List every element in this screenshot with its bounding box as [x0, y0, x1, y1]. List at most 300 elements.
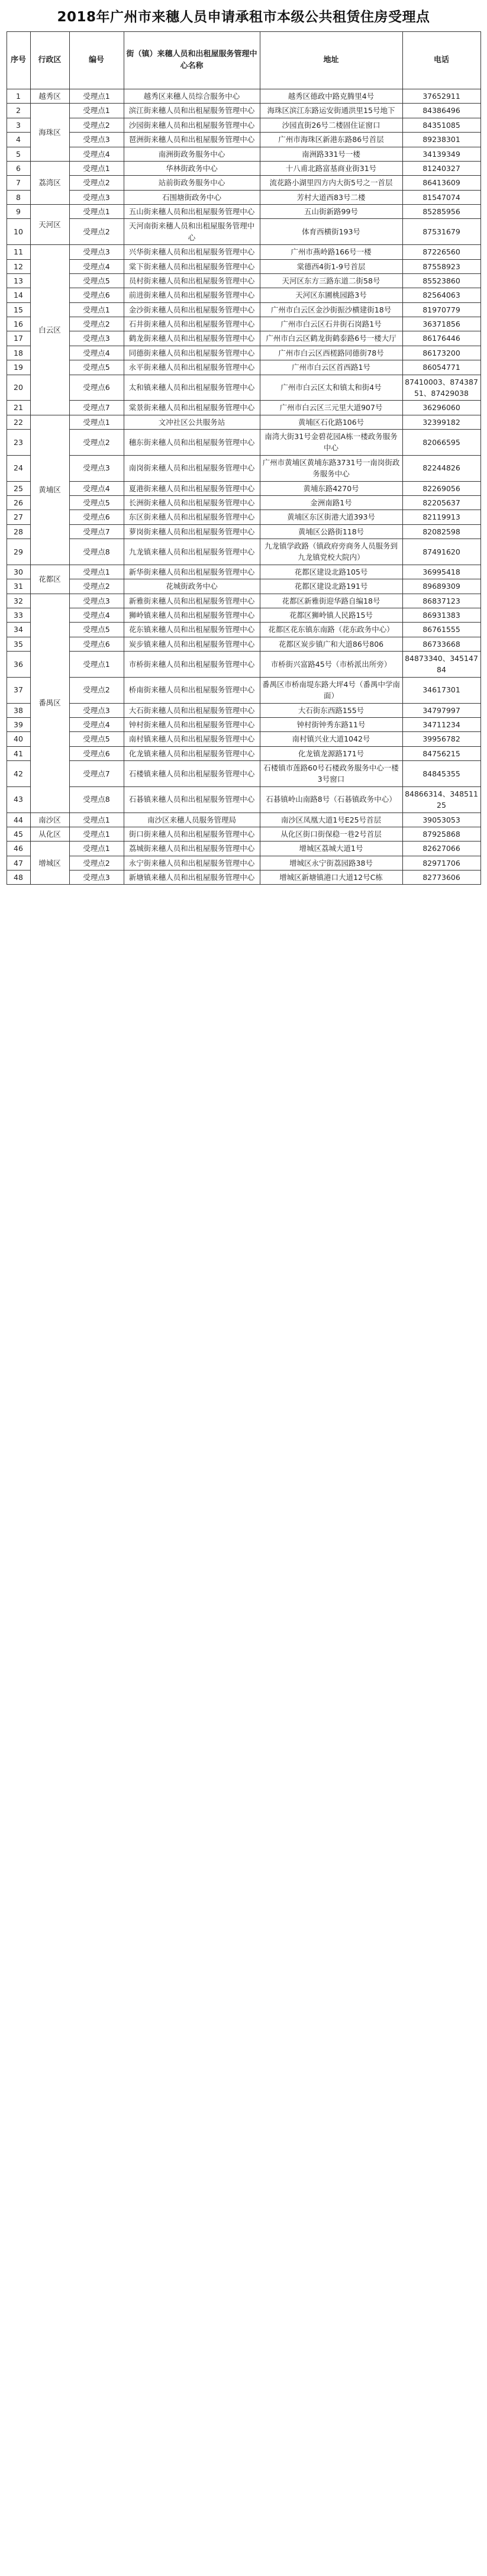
table-row: [7, 842, 480, 856]
row-center-name: 五山街来穗人员和出租屋服务管理中心: [124, 205, 260, 219]
table-row: [7, 415, 480, 429]
table-row: [7, 161, 480, 175]
table-row: [7, 89, 480, 104]
table-row: [7, 401, 480, 415]
row-phone: 87410003、87438751、87429038: [402, 375, 480, 401]
row-phone: 34139349: [402, 147, 480, 161]
header-center-name: 街（镇）来穗人员和出租屋服务管理中心名称: [124, 32, 260, 89]
row-seq: 37: [7, 677, 30, 703]
row-seq: 8: [7, 190, 30, 204]
row-seq: 26: [7, 495, 30, 510]
row-address: 金洲南路1号: [260, 495, 402, 510]
header-code: 编号: [69, 32, 124, 89]
row-center-name: 南沙区来穗人员服务管理局: [124, 813, 260, 827]
row-center-name: 石碁镇来穗人员和出租屋服务管理中心: [124, 786, 260, 813]
table-row: [7, 623, 480, 637]
table-row: [7, 579, 480, 594]
row-address: 石碁镇岭山南路8号（石碁镇政务中心）: [260, 786, 402, 813]
row-address: 花都区建设北路105号: [260, 565, 402, 579]
row-address: 广州市白云区太和镇太和街4号: [260, 375, 402, 401]
row-seq: 19: [7, 360, 30, 375]
row-code: 受理点8: [69, 786, 124, 813]
row-code: 受理点2: [69, 677, 124, 703]
row-code: 受理点6: [69, 746, 124, 760]
row-address: 天河区东方三路东道二街58号: [260, 273, 402, 288]
row-center-name: 金沙街来穗人员和出租屋服务管理中心: [124, 302, 260, 317]
table-row: [7, 703, 480, 717]
row-address: 流花路小湖里四方内大街5号之一首层: [260, 176, 402, 190]
row-center-name: 琶洲街来穗人员和出租屋服务管理中心: [124, 133, 260, 147]
table-row: [7, 786, 480, 813]
row-phone: 84351085: [402, 118, 480, 132]
row-phone: 82119913: [402, 510, 480, 524]
row-center-name: 文冲社区公共服务站: [124, 415, 260, 429]
row-seq: 27: [7, 510, 30, 524]
row-phone: 86173200: [402, 346, 480, 360]
row-seq: 42: [7, 761, 30, 787]
row-code: 受理点1: [69, 842, 124, 856]
row-center-name: 石围塘街政务中心: [124, 190, 260, 204]
row-phone: 87491620: [402, 539, 480, 565]
row-phone: 81547074: [402, 190, 480, 204]
row-phone: 82627066: [402, 842, 480, 856]
row-address: 十八甫北路富基商业街31号: [260, 161, 402, 175]
row-phone: 82066595: [402, 430, 480, 456]
row-seq: 39: [7, 717, 30, 731]
row-phone: 36296060: [402, 401, 480, 415]
row-seq: 40: [7, 732, 30, 746]
table-row: [7, 813, 480, 827]
row-center-name: 荔城街来穗人员和出租屋服务管理中心: [124, 842, 260, 856]
row-code: 受理点1: [69, 565, 124, 579]
document-page: [0, 0, 487, 885]
row-phone: 86931383: [402, 608, 480, 622]
row-code: 受理点6: [69, 510, 124, 524]
table-row: [7, 871, 480, 885]
table-row: [7, 245, 480, 259]
row-seq: 23: [7, 430, 30, 456]
row-phone: 84386496: [402, 104, 480, 118]
row-phone: 34617301: [402, 677, 480, 703]
row-center-name: 同德街来穗人员和出租屋服务管理中心: [124, 346, 260, 360]
row-address: 石楼镇市莲路60号石楼政务服务中心一楼3号窗口: [260, 761, 402, 787]
row-center-name: 新塘镇来穗人员和出租屋服务管理中心: [124, 871, 260, 885]
row-center-name: 站前街政务服务中心: [124, 176, 260, 190]
row-seq: 17: [7, 331, 30, 346]
row-address: 大石街东西路155号: [260, 703, 402, 717]
row-seq: 4: [7, 133, 30, 147]
row-phone: 34711234: [402, 717, 480, 731]
row-code: 受理点1: [69, 89, 124, 104]
row-address: 市桥街兴富路45号（市桥派出所旁）: [260, 652, 402, 678]
row-seq: 36: [7, 652, 30, 678]
row-code: 受理点7: [69, 401, 124, 415]
row-code: 受理点5: [69, 623, 124, 637]
row-center-name: 花城街政务中心: [124, 579, 260, 594]
row-center-name: 化龙镇来穗人员和出租屋服务管理中心: [124, 746, 260, 760]
row-center-name: 狮岭镇来穗人员和出租屋服务管理中心: [124, 608, 260, 622]
table-row: [7, 495, 480, 510]
row-code: 受理点2: [69, 118, 124, 132]
row-phone: 86054771: [402, 360, 480, 375]
row-phone: 86413609: [402, 176, 480, 190]
row-center-name: 天河南街来穗人员和出租屋服务管理中心: [124, 219, 260, 245]
district-cell: 黄埔区: [30, 415, 69, 565]
row-code: 受理点4: [69, 259, 124, 273]
table-row: [7, 539, 480, 565]
row-seq: 29: [7, 539, 30, 565]
table-row: [7, 717, 480, 731]
header-district: 行政区: [30, 32, 69, 89]
table-row: [7, 273, 480, 288]
row-phone: 36995418: [402, 565, 480, 579]
row-center-name: 长洲街来穗人员和出租屋服务管理中心: [124, 495, 260, 510]
row-phone: 87925868: [402, 827, 480, 841]
table-row: [7, 856, 480, 870]
row-seq: 41: [7, 746, 30, 760]
row-address: 棠德西4街1-9号首层: [260, 259, 402, 273]
table-row: [7, 524, 480, 539]
row-code: 受理点2: [69, 176, 124, 190]
row-phone: 32399182: [402, 415, 480, 429]
row-seq: 3: [7, 118, 30, 132]
row-seq: 35: [7, 637, 30, 651]
row-code: 受理点4: [69, 608, 124, 622]
row-phone: 89238301: [402, 133, 480, 147]
row-center-name: 桥南街来穗人员和出租屋服务管理中心: [124, 677, 260, 703]
row-phone: 86733668: [402, 637, 480, 651]
header-row: [7, 32, 480, 89]
row-phone: 37652911: [402, 89, 480, 104]
row-address: 南湾大街31号金碧花园A栋一楼政务服务中心: [260, 430, 402, 456]
row-address: 广州市白云区首西路1号: [260, 360, 402, 375]
district-cell: 海珠区: [30, 104, 69, 162]
row-seq: 9: [7, 205, 30, 219]
row-seq: 34: [7, 623, 30, 637]
row-address: 花都区狮岭镇人民路15号: [260, 608, 402, 622]
row-address: 越秀区德政中路克腾里4号: [260, 89, 402, 104]
table-row: [7, 637, 480, 651]
row-address: 增城区永宁街荔园路38号: [260, 856, 402, 870]
row-address: 芳村大道西83号二楼: [260, 190, 402, 204]
row-center-name: 花东镇来穗人员和出租屋服务管理中心: [124, 623, 260, 637]
table-row: [7, 219, 480, 245]
row-address: 广州市海珠区新港东路86号首层: [260, 133, 402, 147]
row-code: 受理点7: [69, 524, 124, 539]
row-address: 花都区炭步镇广和大道86号806: [260, 637, 402, 651]
table-row: [7, 455, 480, 481]
row-code: 受理点1: [69, 104, 124, 118]
row-code: 受理点3: [69, 594, 124, 608]
row-center-name: 南岗街来穗人员和出租屋服务管理中心: [124, 455, 260, 481]
row-address: 海珠区滨江东路运安街通洪里15号地下: [260, 104, 402, 118]
row-seq: 7: [7, 176, 30, 190]
row-center-name: 兴华街来穗人员和出租屋服务管理中心: [124, 245, 260, 259]
row-address: 五山街新路99号: [260, 205, 402, 219]
row-center-name: 永宁街来穗人员和出租屋服务管理中心: [124, 856, 260, 870]
row-address: 广州市白云区石井街石岗路1号: [260, 317, 402, 331]
row-code: 受理点3: [69, 871, 124, 885]
row-code: 受理点4: [69, 346, 124, 360]
row-phone: 82082598: [402, 524, 480, 539]
row-seq: 31: [7, 579, 30, 594]
row-center-name: 石楼镇来穗人员和出租屋服务管理中心: [124, 761, 260, 787]
row-phone: 84845355: [402, 761, 480, 787]
table-row: [7, 176, 480, 190]
row-code: 受理点2: [69, 317, 124, 331]
row-center-name: 滨江街来穗人员和出租屋服务管理中心: [124, 104, 260, 118]
row-code: 受理点2: [69, 430, 124, 456]
row-phone: 82269056: [402, 481, 480, 495]
row-phone: 82564063: [402, 288, 480, 302]
row-center-name: 棠下街来穗人员和出租屋服务管理中心: [124, 259, 260, 273]
row-seq: 10: [7, 219, 30, 245]
row-phone: 87226560: [402, 245, 480, 259]
district-cell: 天河区: [30, 205, 69, 245]
table-row: [7, 360, 480, 375]
row-phone: 86176446: [402, 331, 480, 346]
row-phone: 39053053: [402, 813, 480, 827]
table-row: [7, 608, 480, 622]
row-address: 花都区建设北路191号: [260, 579, 402, 594]
row-address: 花都区新雅街迎华路自编18号: [260, 594, 402, 608]
row-seq: 43: [7, 786, 30, 813]
row-seq: 24: [7, 455, 30, 481]
row-phone: 34797997: [402, 703, 480, 717]
row-code: 受理点6: [69, 637, 124, 651]
row-code: 受理点1: [69, 302, 124, 317]
row-center-name: 华林街政务中心: [124, 161, 260, 175]
row-center-name: 员村街来穗人员和出租屋服务管理中心: [124, 273, 260, 288]
table-row: [7, 331, 480, 346]
row-center-name: 新雅街来穗人员和出租屋服务管理中心: [124, 594, 260, 608]
district-cell: 荔湾区: [30, 161, 69, 204]
row-code: 受理点3: [69, 703, 124, 717]
page-title: 2018年广州市来穗人员申请承租市本级公共租赁住房受理点: [57, 9, 430, 25]
row-seq: 12: [7, 259, 30, 273]
table-row: [7, 732, 480, 746]
row-phone: 82773606: [402, 871, 480, 885]
rental-service-points-table: [7, 31, 481, 885]
table-row: [7, 746, 480, 760]
table-row: [7, 510, 480, 524]
row-address: 黄埔区石化路106号: [260, 415, 402, 429]
row-center-name: 永平街来穗人员和出租屋服务管理中心: [124, 360, 260, 375]
row-code: 受理点3: [69, 331, 124, 346]
row-seq: 6: [7, 161, 30, 175]
table-row: [7, 652, 480, 678]
table-row: [7, 827, 480, 841]
row-seq: 2: [7, 104, 30, 118]
header-phone: 电话: [402, 32, 480, 89]
row-seq: 32: [7, 594, 30, 608]
row-address: 广州市燕岭路166号一楼: [260, 245, 402, 259]
row-center-name: 夏港街来穗人员和出租屋服务管理中心: [124, 481, 260, 495]
table-row: [7, 205, 480, 219]
table-row: [7, 118, 480, 132]
row-address: 增城区新塘镇港口大道12号C栋: [260, 871, 402, 885]
row-seq: 46: [7, 842, 30, 856]
table-body: [7, 89, 480, 885]
row-center-name: 前进街来穗人员和出租屋服务管理中心: [124, 288, 260, 302]
row-seq: 38: [7, 703, 30, 717]
row-center-name: 九龙镇来穗人员和出租屋服务管理中心: [124, 539, 260, 565]
row-seq: 5: [7, 147, 30, 161]
row-address: 南村镇兴业大道1042号: [260, 732, 402, 746]
row-center-name: 钟村街来穗人员和出租屋服务管理中心: [124, 717, 260, 731]
table-row: [7, 288, 480, 302]
row-code: 受理点6: [69, 288, 124, 302]
row-phone: 89689309: [402, 579, 480, 594]
row-code: 受理点5: [69, 273, 124, 288]
row-phone: 81240327: [402, 161, 480, 175]
row-seq: 20: [7, 375, 30, 401]
row-address: 南沙区凤凰大道1号E25号首层: [260, 813, 402, 827]
row-seq: 1: [7, 89, 30, 104]
row-phone: 86761555: [402, 623, 480, 637]
row-center-name: 棠景街来穗人员和出租屋服务管理中心: [124, 401, 260, 415]
row-code: 受理点1: [69, 161, 124, 175]
row-phone: 84873340、34514784: [402, 652, 480, 678]
row-seq: 33: [7, 608, 30, 622]
row-center-name: 穗东街来穗人员和出租屋服务管理中心: [124, 430, 260, 456]
table-row: [7, 104, 480, 118]
row-code: 受理点7: [69, 761, 124, 787]
row-center-name: 炭步镇来穗人员和出租屋服务管理中心: [124, 637, 260, 651]
row-phone: 82205637: [402, 495, 480, 510]
row-center-name: 街口街来穗人员和出租屋服务管理中心: [124, 827, 260, 841]
row-code: 受理点2: [69, 579, 124, 594]
row-center-name: 市桥街来穗人员和出租屋服务管理中心: [124, 652, 260, 678]
row-phone: 87531679: [402, 219, 480, 245]
row-seq: 44: [7, 813, 30, 827]
table-row: [7, 147, 480, 161]
row-address: 化龙镇龙源路171号: [260, 746, 402, 760]
table-row: [7, 259, 480, 273]
district-cell: 越秀区: [30, 89, 69, 104]
row-seq: 47: [7, 856, 30, 870]
header-seq: 序号: [7, 32, 30, 89]
row-phone: 84756215: [402, 746, 480, 760]
row-address: 九龙镇学政路（镇政府旁商务人员服务到九龙镇党校大院内）: [260, 539, 402, 565]
row-address: 黄埔区东区街港大道393号: [260, 510, 402, 524]
row-code: 受理点1: [69, 652, 124, 678]
row-code: 受理点5: [69, 495, 124, 510]
row-center-name: 萝岗街来穗人员和出租屋服务管理中心: [124, 524, 260, 539]
row-center-name: 石井街来穗人员和出租屋服务管理中心: [124, 317, 260, 331]
row-address: 广州市白云区西槎路同德街78号: [260, 346, 402, 360]
row-seq: 13: [7, 273, 30, 288]
row-code: 受理点6: [69, 375, 124, 401]
row-code: 受理点4: [69, 717, 124, 731]
row-phone: 39956782: [402, 732, 480, 746]
row-address: 天河区东圃桃园路3号: [260, 288, 402, 302]
table-row: [7, 594, 480, 608]
row-center-name: 南村镇来穗人员和出租屋服务管理中心: [124, 732, 260, 746]
row-phone: 36371856: [402, 317, 480, 331]
row-code: 受理点2: [69, 856, 124, 870]
row-phone: 81970779: [402, 302, 480, 317]
row-code: 受理点4: [69, 147, 124, 161]
row-address: 钟村街钟秀东路11号: [260, 717, 402, 731]
row-center-name: 新华街来穗人员和出租屋服务管理中心: [124, 565, 260, 579]
row-code: 受理点1: [69, 813, 124, 827]
row-seq: 28: [7, 524, 30, 539]
row-address: 广州市白云区金沙街振沙横建街18号: [260, 302, 402, 317]
row-address: 广州市黄埔区黄埔东路3731号一南岗街政务服务中心: [260, 455, 402, 481]
row-phone: 86837123: [402, 594, 480, 608]
row-center-name: 太和镇来穗人员和出租屋服务管理中心: [124, 375, 260, 401]
row-center-name: 沙园街来穗人员和出租屋服务管理中心: [124, 118, 260, 132]
row-seq: 14: [7, 288, 30, 302]
table-row: [7, 677, 480, 703]
row-code: 受理点3: [69, 190, 124, 204]
row-center-name: 鹤龙街来穗人员和出租屋服务管理中心: [124, 331, 260, 346]
row-code: 受理点1: [69, 827, 124, 841]
district-cell: 从化区: [30, 827, 69, 841]
row-address: 番禺区市桥南堤东路大坪4号（番禺中学南面）: [260, 677, 402, 703]
district-cell: 白云区: [30, 245, 69, 415]
row-phone: 85285956: [402, 205, 480, 219]
district-cell: 南沙区: [30, 813, 69, 827]
table-row: [7, 190, 480, 204]
row-seq: 48: [7, 871, 30, 885]
row-phone: 84866314、34851125: [402, 786, 480, 813]
row-center-name: 越秀区来穗人员综合服务中心: [124, 89, 260, 104]
row-address: 体育西横街193号: [260, 219, 402, 245]
table-row: [7, 346, 480, 360]
row-address: 增城区荔城大道1号: [260, 842, 402, 856]
row-seq: 22: [7, 415, 30, 429]
row-seq: 45: [7, 827, 30, 841]
row-seq: 15: [7, 302, 30, 317]
row-code: 受理点3: [69, 133, 124, 147]
table-row: [7, 430, 480, 456]
row-code: 受理点3: [69, 245, 124, 259]
row-address: 广州市白云区三元里大道907号: [260, 401, 402, 415]
header-address: 地址: [260, 32, 402, 89]
row-address: 从化区街口街保稳一巷2号首层: [260, 827, 402, 841]
row-center-name: 大石街来穗人员和出租屋服务管理中心: [124, 703, 260, 717]
row-seq: 21: [7, 401, 30, 415]
district-cell: 花都区: [30, 565, 69, 594]
row-phone: 82244826: [402, 455, 480, 481]
row-code: 受理点3: [69, 455, 124, 481]
row-seq: 30: [7, 565, 30, 579]
row-seq: 16: [7, 317, 30, 331]
district-cell: 番禺区: [30, 594, 69, 813]
table-row: [7, 317, 480, 331]
row-address: 黄埔区公路街118号: [260, 524, 402, 539]
table-row: [7, 133, 480, 147]
row-seq: 11: [7, 245, 30, 259]
row-code: 受理点4: [69, 481, 124, 495]
table-row: [7, 565, 480, 579]
row-address: 花都区花东镇东南路（花东政务中心）: [260, 623, 402, 637]
table-row: [7, 481, 480, 495]
row-code: 受理点2: [69, 219, 124, 245]
row-code: 受理点8: [69, 539, 124, 565]
table-row: [7, 302, 480, 317]
row-seq: 18: [7, 346, 30, 360]
row-seq: 25: [7, 481, 30, 495]
row-center-name: 东区街来穗人员和出租屋服务管理中心: [124, 510, 260, 524]
row-phone: 82971706: [402, 856, 480, 870]
row-code: 受理点5: [69, 732, 124, 746]
row-code: 受理点5: [69, 360, 124, 375]
row-address: 沙园直街26号二楼固住证窗口: [260, 118, 402, 132]
row-code: 受理点1: [69, 205, 124, 219]
